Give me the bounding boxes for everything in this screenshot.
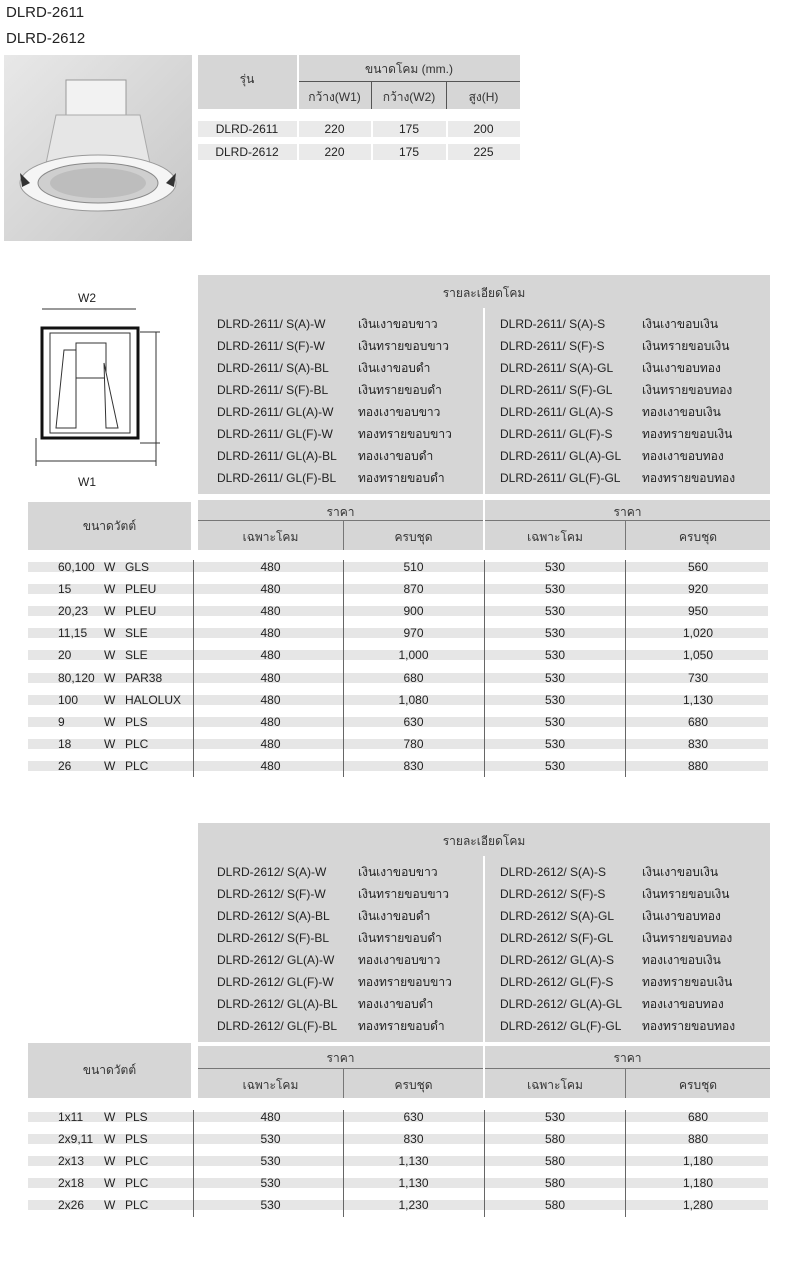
price-full-set: 1,130 (398, 1154, 429, 1169)
watt-header-label: ขนาดวัตต์ (82, 519, 137, 533)
col-h: สูง(H) (468, 90, 499, 104)
price-lamp-only: 480 (260, 714, 281, 729)
diagram-drawing (28, 288, 193, 473)
watt-value: 100 (58, 692, 79, 707)
lamp-type: PLC (125, 736, 149, 751)
model-code: DLRD-2611/ S(A)-BL (217, 361, 329, 375)
divider (193, 1110, 194, 1217)
lamp-type: PLC (125, 1176, 149, 1191)
model-code: DLRD-2611/ GL(A)-S (500, 405, 614, 419)
col-w1: กว้าง(W1) (308, 90, 361, 104)
model-code: DLRD-2612/ S(F)-S (500, 887, 606, 901)
model-desc: ทองทรายขอบดำ (358, 471, 445, 485)
model-desc: เงินเงาขอบขาว (358, 865, 438, 879)
table-row (28, 755, 768, 777)
model-code: DLRD-2612/ S(A)-BL (217, 909, 330, 923)
price-lamp-only: 530 (260, 1176, 281, 1191)
model-desc: เงินเงาขอบเงิน (642, 865, 719, 879)
model-code: DLRD-2612/ S(A)-S (500, 865, 607, 879)
watt-value: 2x9,11 (58, 1132, 94, 1147)
divider (343, 560, 344, 777)
lamp-type: PAR38 (125, 670, 163, 685)
model-desc: ทองทรายขอบทอง (642, 471, 736, 485)
model-desc: ทองเงาขอบขาว (358, 953, 441, 967)
price-full-set: 920 (687, 582, 709, 597)
watt-unit: W (104, 736, 116, 751)
model-desc: เงินทรายขอบทอง (642, 931, 733, 945)
price-lamp-only: 480 (260, 758, 281, 773)
price-full-set: 630 (403, 714, 424, 729)
table-row (28, 644, 768, 666)
price-full-set: 680 (687, 1110, 709, 1124)
price-full-set: 1,050 (682, 648, 714, 663)
watt-unit: W (104, 560, 116, 574)
price-full-set: 680 (687, 714, 709, 729)
section1-price-header-left (198, 500, 483, 550)
model-header: รุ่น (239, 72, 255, 86)
price-full-set: 900 (403, 604, 424, 619)
model-desc: เงินทรายขอบขาว (358, 887, 449, 901)
model-code: DLRD-2612/ GL(F)-GL (500, 1019, 622, 1033)
price-full-set: 1,000 (398, 648, 429, 663)
model-desc: ทองเงาขอบเงิน (642, 405, 721, 419)
model-desc: เงินทรายขอบเงิน (642, 339, 730, 353)
watt-value: 15 (58, 582, 72, 597)
size-h: 225 (473, 145, 494, 159)
detail-header-label: รายละเอียดโคม (442, 286, 526, 300)
watt-unit: W (104, 1154, 116, 1169)
model-desc: ทองเงาขอบดำ (358, 997, 434, 1011)
price-lamp-only: 480 (260, 736, 281, 751)
table-row (28, 1172, 768, 1194)
price-lamp-only: 480 (260, 692, 281, 707)
price-full-set: 510 (403, 560, 424, 574)
table-row (28, 711, 768, 733)
table-row (28, 733, 768, 755)
price-full-set: 880 (687, 1132, 709, 1147)
lamp-only-label: เฉพาะโคม (527, 1078, 583, 1092)
watt-unit: W (104, 648, 116, 663)
price-full-set: 1,180 (682, 1154, 714, 1169)
model-code: DLRD-2612/ S(A)-W (217, 865, 327, 879)
price-lamp-only: 480 (260, 604, 281, 619)
model-desc: เงินเงาขอบดำ (358, 909, 431, 923)
watt-value: 18 (58, 736, 72, 751)
divider (193, 560, 194, 777)
size-h: 200 (473, 122, 494, 136)
size-w2: 175 (398, 122, 420, 136)
section2-watt-header (28, 1043, 191, 1098)
price-lamp-only: 480 (260, 560, 281, 574)
size-w1: 220 (324, 122, 345, 136)
price-full-set: 680 (403, 670, 424, 685)
watt-unit: W (104, 670, 116, 685)
size-model: DLRD-2611 (215, 122, 279, 136)
divider (371, 121, 373, 160)
price-full-set: 950 (687, 604, 709, 619)
watt-unit: W (104, 1110, 116, 1124)
w1-label: W1 (78, 475, 96, 489)
table-row (28, 667, 768, 689)
section2-detail-header (198, 823, 770, 856)
divider (446, 121, 448, 160)
model-code: DLRD-2611/ GL(A)-BL (217, 449, 337, 463)
price-full-set: 1,180 (682, 1176, 714, 1191)
price-header-label: ราคา (326, 1051, 355, 1065)
model-desc: เงินเงาขอบดำ (358, 361, 431, 375)
watt-unit: W (104, 582, 116, 597)
price-full-set: 1,020 (682, 626, 714, 641)
model-code: DLRD-2612/ GL(A)-W (217, 953, 335, 967)
price-full-set: 1,280 (682, 1198, 714, 1213)
watt-value: 11,15 (58, 626, 88, 641)
price-full-set: 830 (687, 736, 709, 751)
model-desc: เงินทรายขอบขาว (358, 339, 449, 353)
watt-unit: W (104, 626, 116, 641)
watt-value: 60,100 (58, 560, 95, 574)
price-full-set: 970 (403, 626, 424, 641)
lamp-only-label: เฉพาะโคม (242, 1078, 299, 1092)
watt-value: 80,120 (58, 670, 95, 685)
price-lamp-only: 480 (260, 626, 281, 641)
model-code: DLRD-2612/ GL(A)-GL (500, 997, 623, 1011)
price-lamp-only: 580 (544, 1154, 566, 1169)
table-row (28, 600, 768, 622)
table-row (28, 1194, 768, 1216)
lamp-type: PLC (125, 1198, 149, 1213)
lamp-type: HALOLUX (125, 692, 182, 707)
price-full-set: 780 (403, 736, 424, 751)
divider (298, 81, 520, 82)
model-desc: เงินเงาขอบเงิน (642, 317, 719, 331)
lamp-type: PLS (125, 1132, 148, 1147)
price-lamp-only: 580 (544, 1132, 566, 1147)
price-header-label: ราคา (613, 1051, 642, 1065)
watt-unit: W (104, 1198, 116, 1213)
section1-watt-header (28, 502, 191, 550)
price-lamp-only: 580 (544, 1198, 566, 1213)
lamp-type: PLS (125, 714, 148, 729)
watt-value: 20 (58, 648, 72, 663)
lamp-type: SLE (125, 626, 148, 641)
model-desc: ทองทรายขอบขาว (358, 975, 452, 989)
watt-value: 2x26 (58, 1198, 85, 1213)
full-set-label: ครบชุด (678, 530, 718, 544)
model-desc: ทองเงาขอบดำ (358, 449, 434, 463)
lamp-type: PLC (125, 1154, 149, 1169)
price-full-set: 1,130 (682, 692, 714, 707)
lamp-type: GLS (125, 560, 150, 574)
price-lamp-only: 530 (544, 1110, 566, 1124)
model-code: DLRD-2612/ GL(A)-S (500, 953, 615, 967)
model-desc: เงินเงาขอบขาว (358, 317, 438, 331)
lamp-type: SLE (125, 648, 148, 663)
watt-unit: W (104, 604, 116, 619)
full-set-label: ครบชุด (394, 1078, 433, 1092)
price-full-set: 1,080 (398, 692, 429, 707)
lamp-type: PLEU (125, 582, 157, 597)
model-desc: เงินทรายขอบดำ (358, 383, 442, 397)
watt-unit: W (104, 714, 116, 729)
watt-value: 1x11 (58, 1110, 84, 1124)
model-code: DLRD-2611/ GL(A)-GL (500, 449, 622, 463)
downlight-image (4, 55, 192, 241)
model-desc: ทองทรายขอบทอง (642, 1019, 736, 1033)
price-lamp-only: 530 (544, 692, 566, 707)
watt-value: 20,23 (58, 604, 89, 619)
table-row (198, 121, 520, 137)
price-lamp-only: 530 (544, 758, 566, 773)
model-code: DLRD-2611/ GL(F)-S (500, 427, 613, 441)
price-lamp-only: 480 (260, 582, 281, 597)
divider (625, 1110, 626, 1217)
product-photo (4, 55, 192, 241)
model-desc: เงินทรายขอบเงิน (642, 887, 730, 901)
price-lamp-only: 530 (260, 1132, 281, 1147)
model-desc: ทองทรายขอบดำ (358, 1019, 445, 1033)
price-lamp-only: 530 (260, 1198, 281, 1213)
price-lamp-only: 530 (544, 648, 566, 663)
price-lamp-only: 530 (260, 1154, 281, 1169)
detail-header-label: รายละเอียดโคม (442, 834, 526, 848)
divider (343, 1110, 344, 1217)
price-full-set: 730 (687, 670, 709, 685)
divider (625, 560, 626, 777)
price-lamp-only: 480 (260, 670, 281, 685)
price-full-set: 1,230 (398, 1198, 429, 1213)
model-desc: ทองเงาขอบขาว (358, 405, 441, 419)
section1-price-header-right (485, 500, 770, 550)
model-code: DLRD-2611/ GL(F)-GL (500, 471, 621, 485)
price-header-label: ราคา (613, 505, 642, 519)
model-code: DLRD-2611/ GL(F)-W (217, 427, 333, 441)
divider (297, 121, 299, 160)
watt-header-label: ขนาดวัตต์ (82, 1063, 137, 1077)
watt-value: 2x18 (58, 1176, 85, 1191)
price-lamp-only: 580 (544, 1176, 566, 1191)
price-lamp-only: 530 (544, 714, 566, 729)
lamp-type: PLEU (125, 604, 157, 619)
lamp-only-label: เฉพาะโคม (527, 530, 583, 544)
model-code: DLRD-2612/ S(F)-GL (500, 931, 614, 945)
model-code: DLRD-2611/ S(A)-S (500, 317, 606, 331)
size-header: ขนาดโคม (mm.) (365, 62, 453, 76)
table-row (28, 556, 768, 578)
watt-value: 9 (58, 714, 65, 729)
w2-label: W2 (78, 291, 96, 305)
model-desc: เงินทรายขอบดำ (358, 931, 442, 945)
price-lamp-only: 530 (544, 582, 566, 597)
price-full-set: 830 (403, 1132, 424, 1147)
watt-value: 2x13 (58, 1154, 85, 1169)
table-row (28, 1128, 768, 1150)
price-lamp-only: 480 (260, 648, 281, 663)
model-code: DLRD-2612/ GL(A)-BL (217, 997, 338, 1011)
watt-value: 26 (58, 758, 72, 773)
model-code: DLRD-2611/ GL(A)-W (217, 405, 334, 419)
model-code: DLRD-2612/ S(F)-W (217, 887, 326, 901)
model-code: DLRD-2611/ S(F)-W (217, 339, 325, 353)
table-row (28, 578, 768, 600)
model-code: DLRD-2612/ S(A)-GL (500, 909, 615, 923)
size-w1: 220 (324, 145, 345, 159)
price-lamp-only: 530 (544, 604, 566, 619)
model-desc: ทองทรายขอบขาว (358, 427, 452, 441)
price-lamp-only: 530 (544, 560, 566, 574)
section2-price-header-left (198, 1046, 483, 1098)
model-desc: เงินเงาขอบทอง (642, 909, 721, 923)
model-code: DLRD-2611/ GL(F)-BL (217, 471, 337, 485)
model-desc: เงินทรายขอบทอง (642, 383, 733, 397)
model-code: DLRD-2612/ GL(F)-BL (217, 1019, 338, 1033)
product-title-2611: DLRD-2611 (6, 4, 85, 21)
model-desc: เงินเงาขอบทอง (642, 361, 721, 375)
watt-unit: W (104, 692, 116, 707)
price-full-set: 1,130 (398, 1176, 429, 1191)
price-full-set: 630 (403, 1110, 424, 1124)
size-model: DLRD-2612 (215, 145, 279, 159)
divider (484, 1110, 485, 1217)
dimension-diagram (28, 288, 193, 488)
divider (484, 560, 485, 777)
size-w2: 175 (398, 145, 420, 159)
price-full-set: 560 (687, 560, 709, 574)
model-desc: ทองทรายขอบเงิน (642, 427, 733, 441)
model-code: DLRD-2611/ S(F)-GL (500, 383, 613, 397)
price-full-set: 870 (403, 582, 424, 597)
full-set-label: ครบชุด (678, 1078, 718, 1092)
table-row (28, 622, 768, 644)
price-lamp-only: 480 (260, 1110, 281, 1124)
watt-unit: W (104, 1176, 116, 1191)
price-header-label: ราคา (326, 505, 355, 519)
full-set-label: ครบชุด (394, 530, 433, 544)
section2-price-header-right (485, 1046, 770, 1098)
model-code: DLRD-2611/ S(F)-S (500, 339, 605, 353)
price-full-set: 830 (403, 758, 424, 773)
col-w2: กว้าง(W2) (382, 90, 436, 104)
price-full-set: 880 (687, 758, 709, 773)
lamp-type: PLC (125, 758, 149, 773)
watt-unit: W (104, 758, 116, 773)
model-code: DLRD-2611/ S(F)-BL (217, 383, 329, 397)
table-row (28, 1150, 768, 1172)
lamp-only-label: เฉพาะโคม (242, 530, 299, 544)
model-code: DLRD-2612/ S(F)-BL (217, 931, 330, 945)
model-code: DLRD-2612/ GL(F)-W (217, 975, 334, 989)
product-title-2612: DLRD-2612 (6, 30, 86, 47)
model-code: DLRD-2611/ S(A)-W (217, 317, 326, 331)
model-code: DLRD-2612/ GL(F)-S (500, 975, 614, 989)
section1-detail-header (198, 275, 770, 308)
model-desc: ทองเงาขอบทอง (642, 997, 724, 1011)
model-desc: ทองเงาขอบเงิน (642, 953, 721, 967)
price-lamp-only: 530 (544, 670, 566, 685)
price-lamp-only: 530 (544, 736, 566, 751)
price-lamp-only: 530 (544, 626, 566, 641)
watt-unit: W (104, 1132, 116, 1147)
model-desc: ทองเงาขอบทอง (642, 449, 724, 463)
lamp-type: PLS (125, 1110, 148, 1124)
table-row (28, 1106, 768, 1128)
model-code: DLRD-2611/ S(A)-GL (500, 361, 614, 375)
table-row (198, 144, 520, 160)
model-desc: ทองทรายขอบเงิน (642, 975, 733, 989)
table-row (28, 689, 768, 711)
